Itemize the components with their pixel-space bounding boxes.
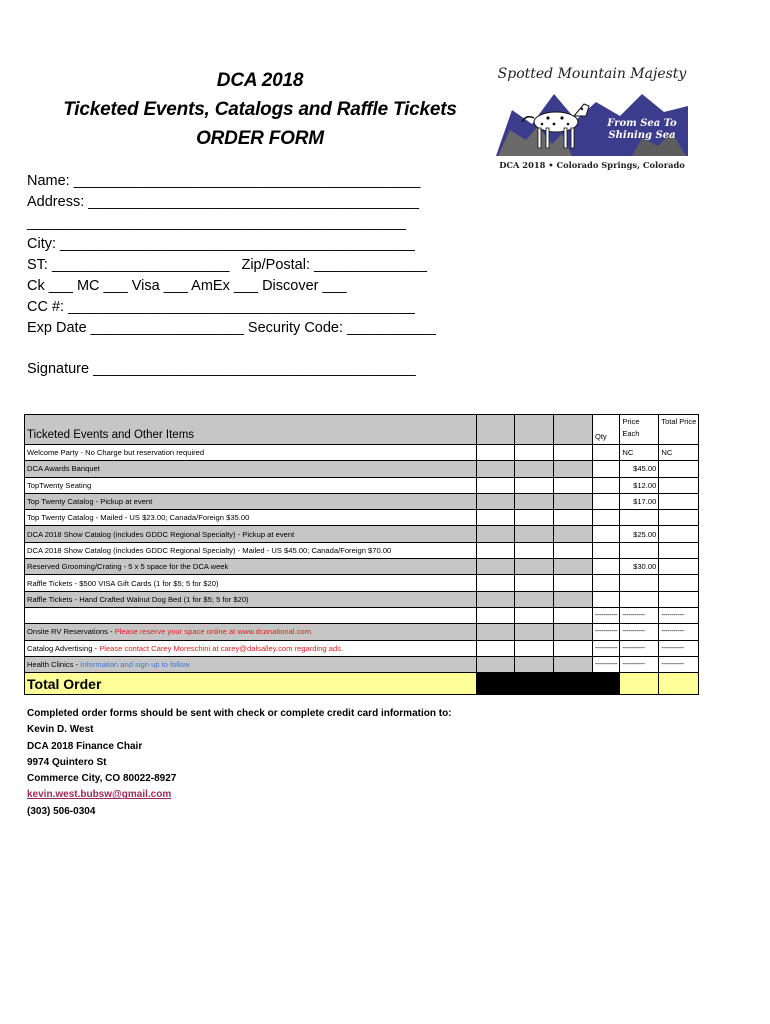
address-field[interactable]: Address: _________________________________________ <box>27 194 419 210</box>
qty-cell[interactable] <box>593 510 620 526</box>
table-row: DCA 2018 Show Catalog (includes GDDC Regional Specialty) - Pickup at event $25.00 <box>25 526 699 542</box>
qty-cell[interactable] <box>593 445 620 461</box>
expiry-security-field[interactable]: Exp Date ___________________ Security Code: ___________ <box>27 320 436 336</box>
table-row: DCA 2018 Show Catalog (includes GDDC Regional Specialty) - Mailed - US $45.00; Canada/Foreign $70.00 <box>25 542 699 558</box>
title-line-2: Ticketed Events, Catalogs and Raffle Tickets <box>63 99 457 120</box>
contact-email-link[interactable]: kevin.west.bubsw@gmail.com <box>27 789 172 801</box>
table-row: Catalog Advertising - Please contact Carey Moreschini at carey@dalsalley.com regarding ads. ----------- ----------- ----------- <box>25 640 699 656</box>
table-row: Reserved Grooming/Crating - 5 x 5 space for the DCA week $30.00 <box>25 559 699 575</box>
event-logo <box>492 58 692 174</box>
item-header: Ticketed Events and Other Items <box>25 415 477 445</box>
qty-cell[interactable] <box>593 526 620 542</box>
contact-street: 9974 Quintero St <box>27 756 107 768</box>
table-row: TopTwenty Seating $12.00 <box>25 477 699 493</box>
logo-tagline-1: From Sea To <box>607 118 677 129</box>
total-order-label: Total Order <box>25 673 477 695</box>
table-row: Onsite RV Reservations - Please reserve your space online at www.dcanational.com. ----------- ----------- ----------- <box>25 624 699 640</box>
mailing-instructions <box>27 706 452 820</box>
qty-header: Qty <box>593 415 620 445</box>
qty-cell[interactable] <box>593 575 620 591</box>
state-zip-field[interactable]: ST: ______________________ Zip/Postal: ______________ <box>27 257 427 273</box>
table-row: DCA Awards Banquet $45.00 <box>25 461 699 477</box>
address-line-2-field[interactable]: _______________________________________________ <box>27 215 407 231</box>
logo-tagline-2: Shining Sea <box>608 130 676 141</box>
title-line-3: ORDER FORM <box>196 128 324 149</box>
price-each-header: Price Each <box>620 415 659 445</box>
title-line-1: DCA 2018 <box>216 70 304 91</box>
signature-field[interactable]: Signature ________________________________________ <box>27 361 416 377</box>
qty-cell[interactable] <box>593 493 620 509</box>
table-row: ----------- ----------- ----------- <box>25 607 699 623</box>
qty-cell[interactable] <box>593 477 620 493</box>
instructions-text: Completed order forms should be sent with check or complete credit card information to: <box>27 708 452 719</box>
table-row: Raffle Tickets - $500 VISA Gift Cards (1 for $5; 5 for $20) <box>25 575 699 591</box>
total-order-row <box>25 673 699 695</box>
logo-caption: DCA 2018 • Colorado Springs, Colorado <box>499 160 685 170</box>
table-row: Welcome Party - No Charge but reservation required NC NC <box>25 445 699 461</box>
payment-type-field[interactable]: Ck ___ MC ___ Visa ___ AmEx ___ Discover ___ <box>27 278 347 294</box>
contact-name: Kevin D. West <box>27 724 94 736</box>
credit-card-field[interactable]: CC #: ___________________________________________ <box>27 299 415 315</box>
city-field[interactable]: City: ____________________________________________ <box>27 236 415 252</box>
contact-role: DCA 2018 Finance Chair <box>27 740 143 752</box>
table-row: Top Twenty Catalog - Mailed - US $23.00; Canada/Foreign $35.00 <box>25 510 699 526</box>
qty-cell[interactable] <box>593 591 620 607</box>
total-price-header: Total Price <box>659 415 699 445</box>
table-row: Health Clinics - Information and sign up to follow ----------- ----------- ----------- <box>25 656 699 672</box>
qty-cell[interactable] <box>593 559 620 575</box>
qty-cell[interactable] <box>593 542 620 558</box>
table-row: Top Twenty Catalog - Pickup at event $17.00 <box>25 493 699 509</box>
logo-title: Spotted Mountain Majesty <box>497 66 687 82</box>
contact-phone: (303) 506-0304 <box>27 805 96 817</box>
form-title <box>40 66 480 153</box>
name-field[interactable]: Name: ___________________________________________ <box>27 173 421 189</box>
order-table <box>24 414 699 695</box>
total-order-amount[interactable] <box>659 673 699 695</box>
contact-city: Commerce City, CO 80022-8927 <box>27 773 177 785</box>
qty-cell[interactable] <box>593 461 620 477</box>
table-row: Raffle Tickets - Hand Crafted Walnut Dog Bed (1 for $5; 5 for $20) <box>25 591 699 607</box>
table-header-row <box>25 415 699 445</box>
